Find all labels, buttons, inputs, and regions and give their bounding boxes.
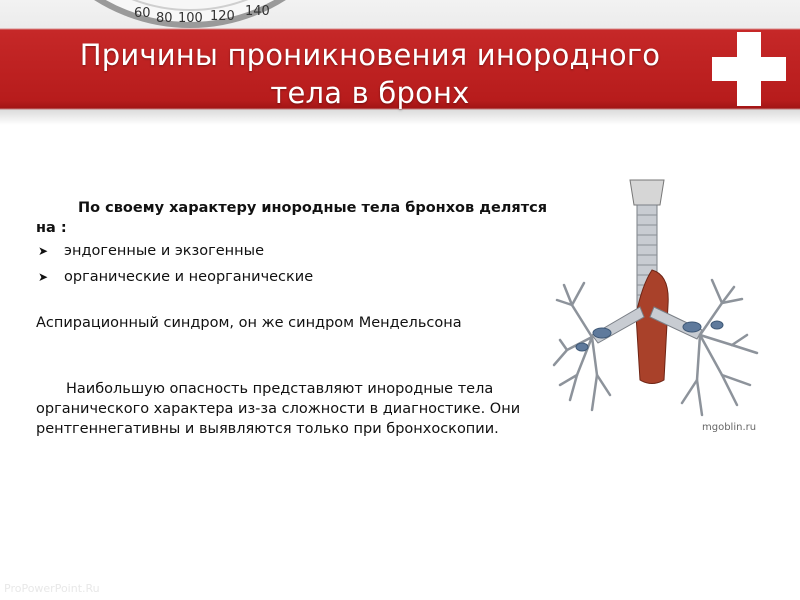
gauge-number: 120 [210, 9, 235, 24]
gauge-number: 100 [178, 11, 203, 26]
page-title [0, 36, 740, 112]
list-item [36, 267, 556, 287]
danger-label: Наибольшую опасность представляют инородные тела органического характера из-за сложности в диагностике. Они рентгеннегативны и выявляются только при бронхоскопии. [36, 381, 521, 437]
gauge-number: 140 [245, 4, 270, 19]
syndrome-text: Аспирационный синдром, он же синдром Мендельсона [36, 315, 462, 331]
intro-text [36, 198, 556, 238]
list-item [36, 241, 556, 261]
gauge-icon [40, 0, 340, 30]
footer-watermark: ProPowerPoint.Ru [4, 582, 100, 595]
bullet-list [36, 241, 556, 287]
bronchi-illustration [552, 175, 774, 439]
list-item-label: органические и неорганические [64, 269, 314, 285]
intro-label: По своему характеру инородные тела бронхов делятся на : [36, 200, 548, 236]
arrow-bullet-icon: ➤ [38, 244, 49, 258]
page-title-line: тела в бронх [270, 76, 470, 110]
arrow-bullet-icon: ➤ [38, 270, 49, 284]
gauge-number: 80 [156, 11, 173, 26]
list-item-label: эндогенные и экзогенные [64, 243, 265, 259]
danger-text [36, 379, 556, 439]
figure-watermark: mgoblin.ru [702, 422, 757, 433]
page-title-line: Причины проникновения инородного [79, 38, 661, 72]
slide-body [36, 198, 556, 439]
medical-cross-icon [708, 28, 790, 110]
gauge-number: 60 [134, 6, 151, 21]
header-banner [0, 0, 800, 125]
